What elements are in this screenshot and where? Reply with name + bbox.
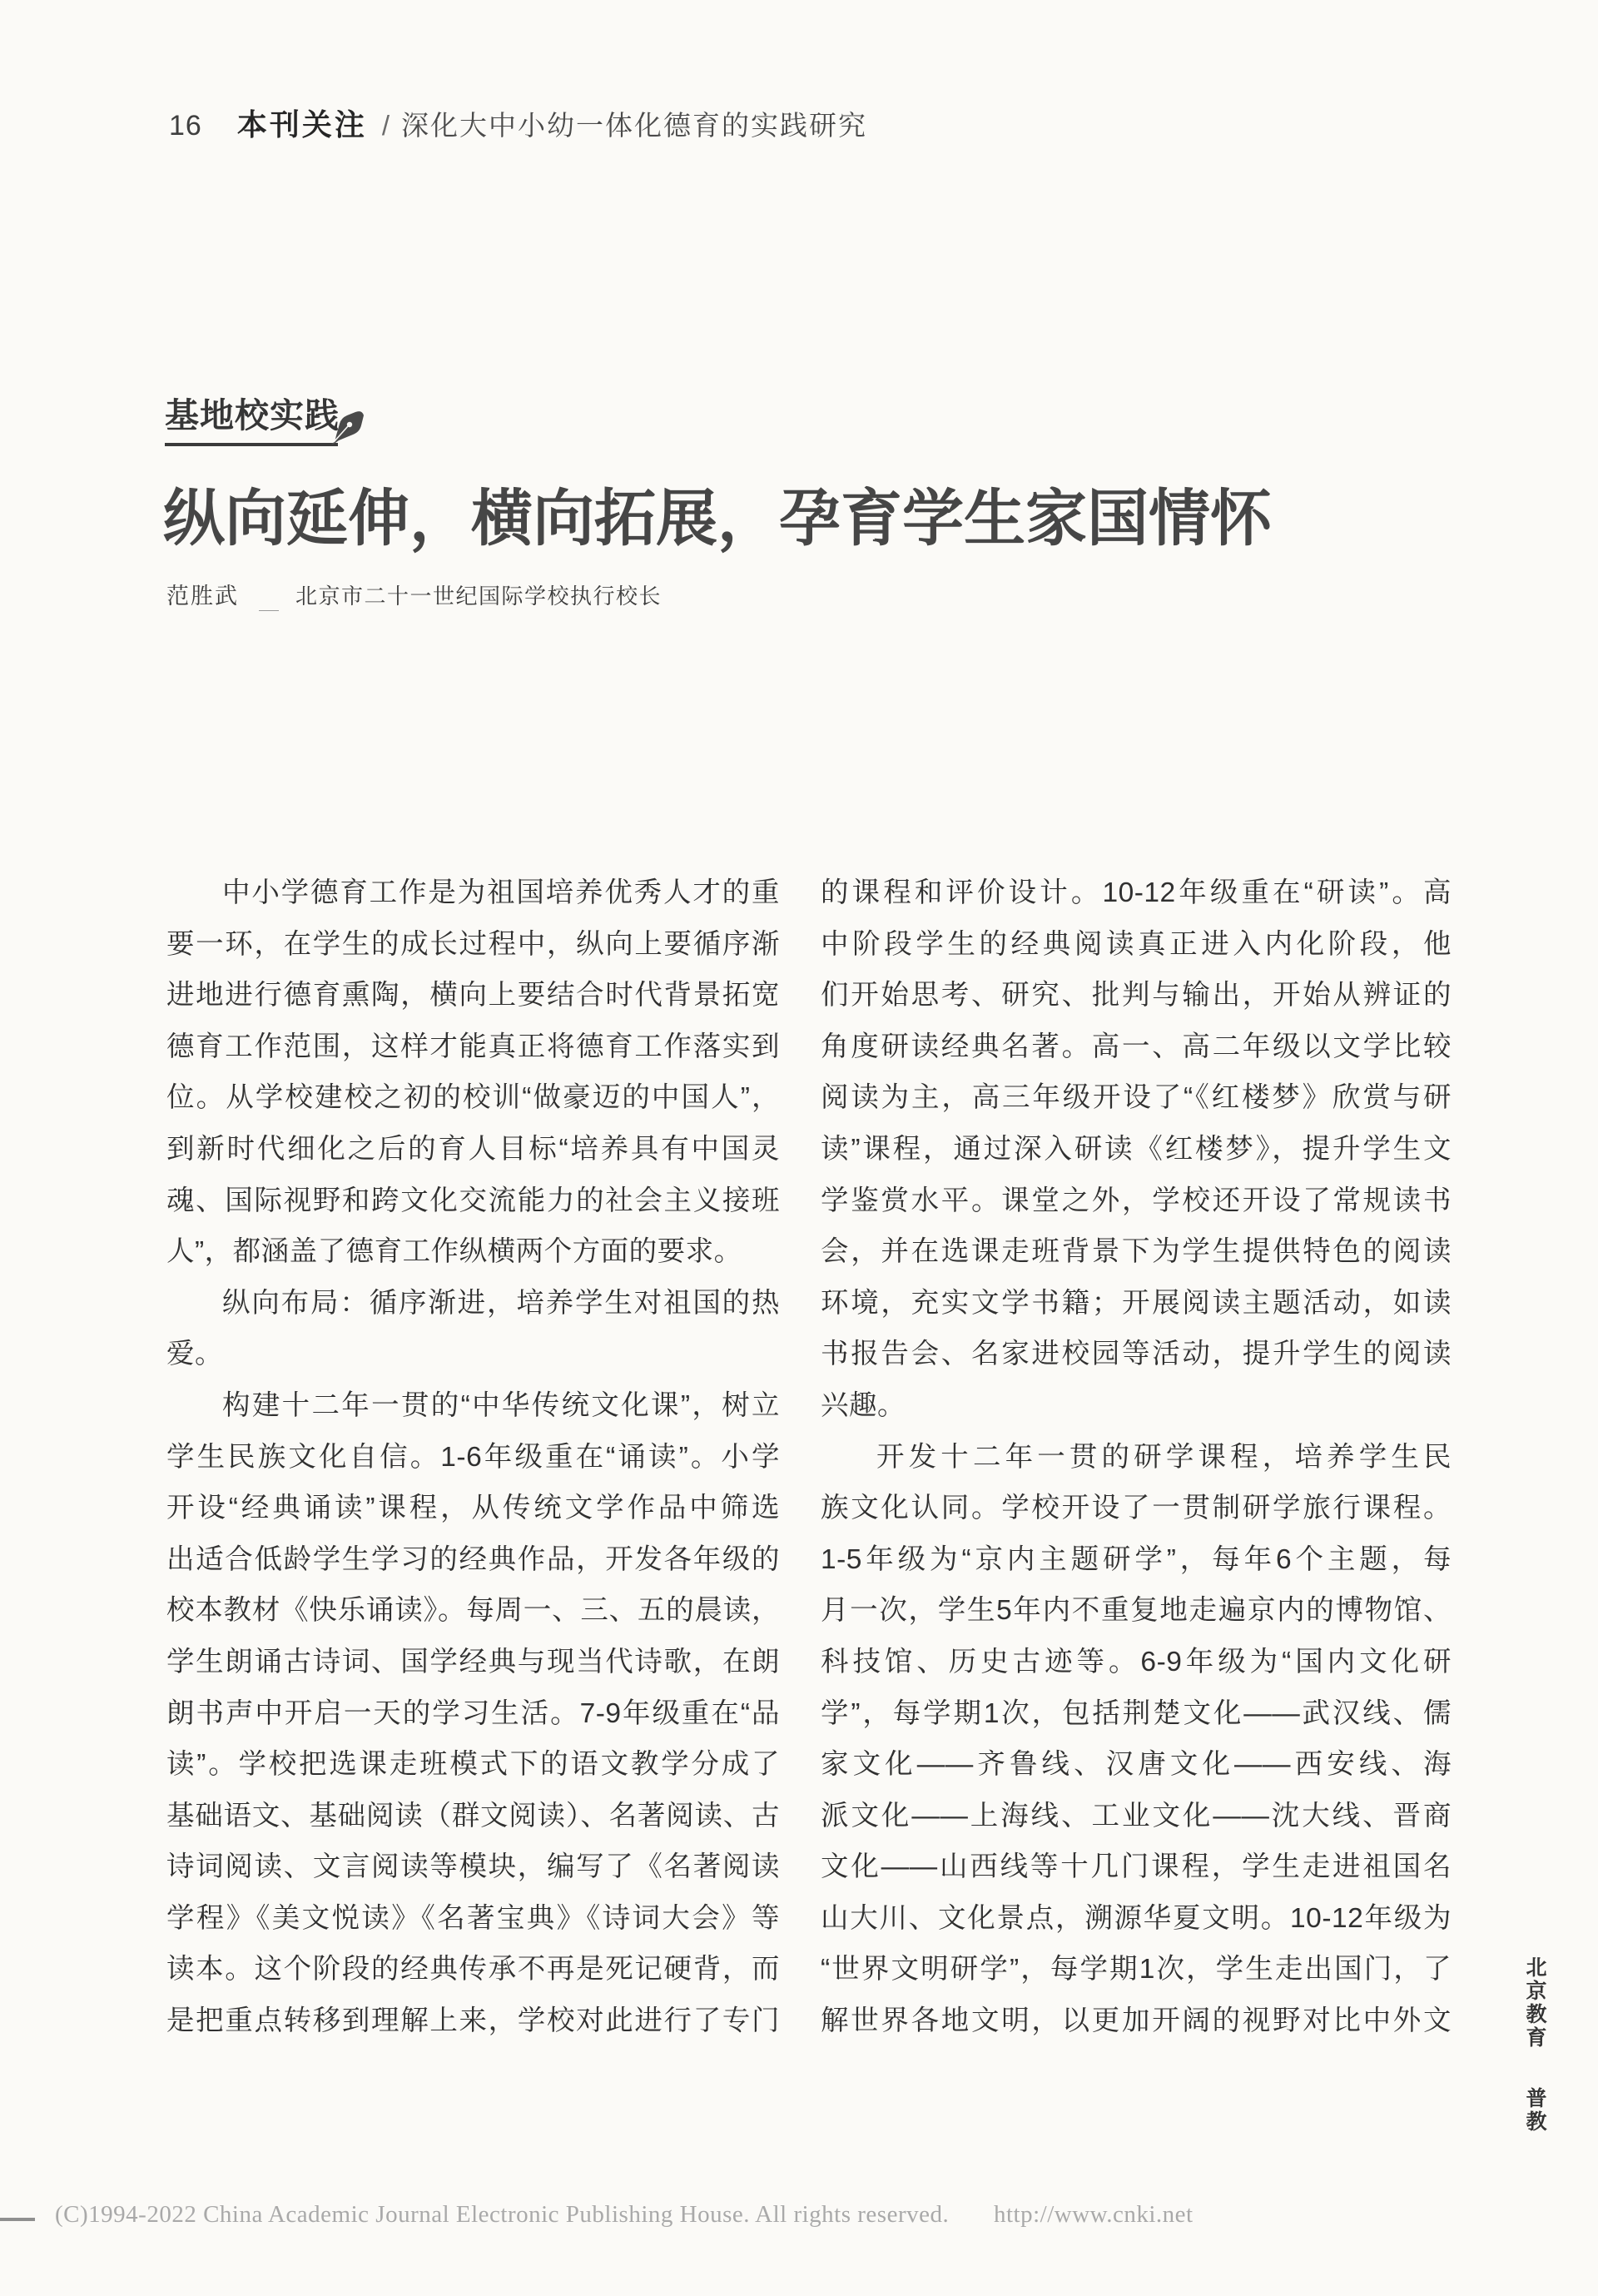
text-line: 文化——山西线等十几门课程，学生走进祖国名 <box>821 1851 1452 1883</box>
header-topic: 深化大中小幼一体化德育的实践研究 <box>401 110 868 141</box>
text-line: 们开始思考、研究、批判与输出，开始从辨证的 <box>821 980 1452 1011</box>
text-line: 学程》《美文悦读》《名著宝典》《诗词大会》等 <box>166 1902 780 1934</box>
text-line: 学鉴赏水平。课堂之外，学校还开设了常规读书 <box>821 1185 1452 1216</box>
section-tag <box>165 388 365 437</box>
running-header <box>169 102 867 144</box>
text-line: 校本教材《快乐诵读》。每周一、三、五的晨读， <box>166 1595 780 1627</box>
text-line: 的课程和评价设计。10-12年级重在“研读”。高 <box>821 877 1452 908</box>
text-line: 进地进行德育熏陶，横向上要结合时代背景拓宽 <box>166 980 780 1011</box>
column-name: 本刊关注 <box>236 107 367 142</box>
text-line: 学”，每学期1次，包括荆楚文化——武汉线、儒 <box>821 1697 1452 1729</box>
text-line: 读”课程，通过深入研读《红楼梦》，提升学生文 <box>821 1133 1452 1165</box>
text-line: 解世界各地文明，以更加开阔的视野对比中外文 <box>821 2005 1452 2037</box>
text-line: 人”，都涵盖了德育工作纵横两个方面的要求。 <box>166 1236 742 1268</box>
text-line: “世界文明研学”，每学期1次，学生走出国门，了 <box>821 1954 1452 1985</box>
text-line: 环境，充实文学书籍；开展阅读主题活动，如读 <box>821 1287 1452 1319</box>
text-line: 构建十二年一贯的“中华传统文化课”，树立 <box>222 1389 780 1421</box>
author-name: 范胜武 <box>166 584 239 609</box>
text-line: 诗词阅读、文言阅读等模块，编写了《名著阅读 <box>166 1851 780 1883</box>
text-line: 出适合低龄学生学习的经典作品，开发各年级的 <box>166 1543 780 1575</box>
copyright-footer <box>55 2201 1194 2229</box>
text-line: 学生民族文化自信。1-6年级重在“诵读”。小学 <box>166 1441 780 1473</box>
text-line: 家文化——齐鲁线、汉唐文化——西安线、海 <box>821 1749 1452 1781</box>
page-number: 16 <box>169 110 202 142</box>
text-line: 位。从学校建校之初的校训“做豪迈的中国人”， <box>166 1082 780 1114</box>
text-line: 派文化——上海线、工业文化——沈大线、晋商 <box>821 1800 1452 1831</box>
text-line: 中阶段学生的经典阅读真正进入内化阶段，他 <box>821 928 1452 960</box>
text-line: 魂、国际视野和跨文化交流能力的社会主义接班 <box>166 1185 780 1216</box>
byline <box>166 578 663 614</box>
text-line: 1-5年级为“京内主题研学”，每年6个主题，每 <box>821 1543 1452 1575</box>
text-line: 山大川、文化景点，溯源华夏文明。10-12年级为 <box>821 1902 1452 1934</box>
text-line: 族文化认同。学校开设了一贯制研学旅行课程。 <box>821 1493 1452 1524</box>
text-line: 学生朗诵古诗词、国学经典与现当代诗歌，在朗 <box>166 1646 780 1677</box>
text-line: 是把重点转移到理解上来，学校对此进行了专门 <box>166 2005 780 2037</box>
text-line: 科技馆、历史古迹等。6-9年级为“国内文化研 <box>821 1646 1452 1677</box>
copyright-text: (C)1994-2022 China Academic Journal Electronic Publishing House. All rights reserved. <box>55 2201 950 2228</box>
section-tag-underline <box>165 443 338 446</box>
text-line: 兴趣。 <box>821 1389 906 1421</box>
scan-edge-mark <box>0 2218 35 2221</box>
text-line: 到新时代细化之后的育人目标“培养具有中国灵 <box>166 1133 780 1165</box>
page-title: 纵向延伸，横向拓展，孕育学生家国情怀 <box>163 484 1272 553</box>
text-line: 阅读为主，高三年级开设了“《红楼梦》欣赏与研 <box>821 1082 1452 1114</box>
text-line: 角度研读经典名著。高一、高二年级以文学比较 <box>821 1031 1452 1062</box>
text-line: 书报告会、名家进校园等活动，提升学生的阅读 <box>821 1339 1452 1370</box>
text-line: 会，并在选课走班背景下为学生提供特色的阅读 <box>821 1236 1452 1268</box>
text-line: 读本。这个阶段的经典传承不再是死记硬背，而 <box>166 1954 780 1985</box>
text-line: 要一环，在学生的成长过程中，纵向上要循序渐 <box>166 928 780 960</box>
header-separator: / <box>381 110 390 141</box>
text-line: 月一次，学生5年内不重复地走遍京内的博物馆、 <box>821 1595 1452 1627</box>
text-line: 开发十二年一贯的研学课程，培养学生民 <box>876 1441 1452 1473</box>
body-column-right <box>821 867 1452 2047</box>
author-affiliation: 北京市二十一世纪国际学校执行校长 <box>295 584 663 609</box>
text-line: 中小学德育工作是为祖国培养优秀人才的重 <box>222 877 780 908</box>
byline-separator: ＿ <box>259 591 279 614</box>
text-line: 读”。学校把选课走班模式下的语文教学分成了 <box>166 1749 780 1781</box>
text-line: 开设“经典诵读”课程，从传统文学作品中筛选 <box>166 1493 780 1524</box>
journal-name: 北京教育 <box>1523 1956 1546 2050</box>
cnki-url: http://www.cnki.net <box>993 2201 1194 2228</box>
text-line: 爱。 <box>166 1339 223 1370</box>
section-tag-label: 基地校实践 <box>165 396 340 435</box>
text-line: 纵向布局：循序渐进，培养学生对祖国的热 <box>222 1287 780 1319</box>
body-column-left <box>166 867 780 2047</box>
text-line: 基础语文、基础阅读（群文阅读）、名著阅读、古 <box>166 1800 780 1831</box>
journal-edition: 普教 <box>1523 2087 1546 2134</box>
journal-fore-edge-mark <box>1520 1956 1550 2134</box>
pen-nib-icon <box>328 398 366 452</box>
text-line: 朗书声中开启一天的学习生活。7-9年级重在“品 <box>166 1697 780 1729</box>
text-line: 德育工作范围，这样才能真正将德育工作落实到 <box>166 1031 780 1062</box>
